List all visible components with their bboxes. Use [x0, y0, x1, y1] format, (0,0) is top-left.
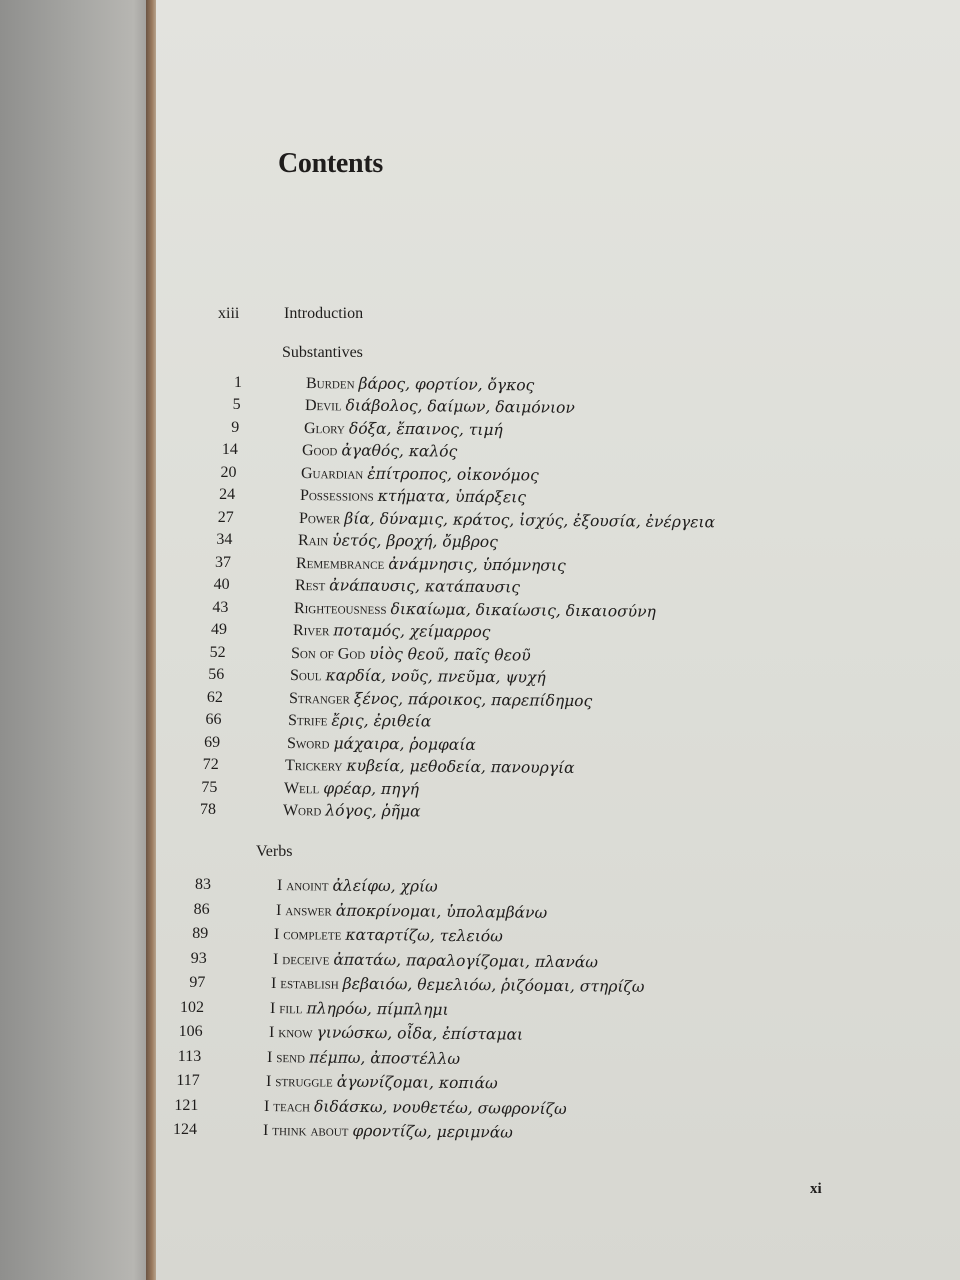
- entry-page-number: 75: [201, 778, 218, 796]
- toc-entry: [300, 486, 526, 507]
- entry-english-term: I complete: [274, 926, 342, 944]
- entry-english-term: Good: [302, 442, 338, 460]
- entry-page-number: 89: [192, 925, 209, 942]
- entry-english-term: I answer: [275, 901, 332, 920]
- toc-entry: [263, 1121, 513, 1143]
- entry-english-term: Trickery: [285, 757, 343, 775]
- entry-greek-terms: μάχαιρα, ῥομφαία: [333, 734, 476, 754]
- toc-entry: [294, 599, 656, 622]
- entry-english-term: I struggle: [265, 1073, 333, 1091]
- entry-page-number: 113: [177, 1047, 202, 1065]
- entry-greek-terms: λόγος, ῥῆμα: [325, 801, 421, 821]
- toc-entry: [266, 1072, 498, 1093]
- entry-greek-terms: φροντίζω, μεριμνάω: [352, 1121, 513, 1142]
- entry-english-term: Rest: [295, 577, 326, 595]
- entry-greek-terms: γινώσκω, οἶδα, ἐπίσταμαι: [316, 1023, 523, 1044]
- entry-english-term: I teach: [264, 1097, 311, 1115]
- entry-greek-terms: ἀνάμνησις, ὑπόμνησις: [388, 554, 567, 575]
- entry-greek-terms: ἀλείφω, χρίω: [332, 876, 438, 896]
- entry-greek-terms: ὑετός, βροχή, ὄμβρος: [331, 531, 498, 552]
- toc-entry: [271, 974, 645, 997]
- section-heading: Verbs: [256, 843, 293, 860]
- entry-english-term: Righteousness: [293, 599, 387, 618]
- toc-entry: [287, 734, 476, 755]
- toc-entry: [297, 531, 497, 552]
- entry-greek-terms: ἀγωνίζομαι, κοπιάω: [336, 1072, 498, 1093]
- toc-entry: [296, 554, 566, 576]
- entry-english-term: I think about: [262, 1122, 349, 1140]
- entry-english-term: Sword: [286, 734, 330, 753]
- toc-entry: [303, 419, 502, 440]
- entry-page-number: 93: [190, 949, 207, 967]
- entry-greek-terms: καρδία, νοῦς, πνεῦμα, ψυχή: [325, 666, 547, 687]
- entry-english-term: Well: [284, 779, 320, 797]
- entry-greek-terms: ἐπίτροπος, οἰκονόμος: [367, 464, 539, 485]
- entry-page-number: 62: [206, 688, 223, 706]
- toc-entry: [289, 689, 592, 711]
- toc-entry: [295, 576, 520, 597]
- toc-entry: [268, 1023, 522, 1045]
- entry-page-number: 20: [220, 463, 237, 481]
- toc-entry: [302, 441, 457, 462]
- toc-entry: [293, 621, 491, 642]
- entry-page-number: 37: [215, 553, 232, 571]
- entry-page-number: 121: [174, 1096, 199, 1114]
- entry-english-term: Stranger: [288, 689, 350, 708]
- entry-english-term: Devil: [304, 397, 342, 415]
- entry-page-number: 66: [205, 711, 222, 729]
- entry-greek-terms: ξένος, πάροικος, παρεπίδημος: [353, 689, 593, 710]
- entry-greek-terms: ἀνάπαυσις, κατάπαυσις: [329, 576, 521, 597]
- entry-english-term: Burden: [305, 375, 355, 393]
- facing-page: [0, 0, 152, 1280]
- entry-english-term: Remembrance: [296, 554, 385, 573]
- entry-greek-terms: βία, δύναμις, κράτος, ἰσχύς, ἐξουσία, ἐνέργεια: [343, 509, 715, 532]
- toc-entry: [301, 464, 539, 485]
- toc-entry: [290, 666, 546, 688]
- entry-greek-terms: ἀποκρίνομαι, ὑπολαμβάνω: [335, 901, 547, 922]
- entry-greek-terms: πέμπω, ἀποστέλλω: [309, 1047, 461, 1068]
- entry-english-term: Glory: [303, 419, 345, 438]
- entry-page-number: 117: [176, 1072, 200, 1089]
- entry-greek-terms: ἀπατάω, παραλογίζομαι, πλανάω: [333, 950, 598, 971]
- entry-english-term: I send: [267, 1048, 306, 1066]
- entry-english-term: Guardian: [301, 464, 364, 483]
- entry-page-number: 34: [216, 531, 233, 549]
- entry-greek-terms: φρέαρ, πηγή: [323, 778, 420, 798]
- toc-entry: [275, 901, 546, 923]
- entry-greek-terms: δικαίωμα, δικαίωσις, δικαιοσύνη: [390, 599, 656, 621]
- entry-greek-terms: βάρος, φορτίον, ὄγκος: [358, 374, 535, 395]
- entry-page-number: 43: [212, 598, 229, 616]
- entry-english-term: River: [292, 622, 330, 640]
- toc-entry: [306, 374, 534, 395]
- toc-entry: [273, 950, 598, 972]
- entry-english-term: I anoint: [276, 877, 329, 895]
- entry-greek-terms: διάβολος, δαίμων, δαιμόνιον: [345, 396, 575, 418]
- toc-entry: [285, 756, 575, 778]
- toc-entry: [270, 999, 449, 1020]
- toc-entry: [277, 876, 438, 897]
- entry-english-term: Rain: [297, 532, 328, 550]
- entry-greek-terms: βεβαιόω, θεμελιόω, ῥιζόομαι, στηρίζω: [343, 974, 645, 996]
- entry-greek-terms: ἔρις, ἐριθεία: [331, 711, 432, 731]
- entry-page-number: 1: [234, 374, 242, 391]
- entry-greek-terms: κυβεία, μεθοδεία, πανουργία: [346, 756, 576, 778]
- entry-page-number: 102: [180, 998, 204, 1016]
- toc-entry: [274, 925, 503, 946]
- entry-page-number: 72: [202, 756, 219, 774]
- entry-page-number: 78: [200, 801, 216, 818]
- entry-greek-terms: κτήματα, ὑπάρξεις: [377, 487, 526, 507]
- entry-page-number: 5: [232, 396, 241, 414]
- entry-page-number: 83: [195, 876, 211, 893]
- page-folio: xi: [810, 1181, 822, 1197]
- entry-greek-terms: υἱὸς θεοῦ, παῖς θεοῦ: [369, 644, 532, 665]
- page-title: Contents: [278, 148, 383, 179]
- entry-english-term: Possessions: [299, 487, 374, 506]
- entry-page-number: 56: [208, 666, 225, 684]
- toc-entry: [291, 644, 531, 666]
- introduction-entry: Introduction: [284, 305, 364, 322]
- entry-greek-terms: ποταμός, χείμαρρος: [332, 621, 491, 642]
- entry-english-term: I know: [268, 1024, 313, 1042]
- toc-entry: [283, 801, 421, 821]
- entry-page-number: 97: [189, 974, 206, 991]
- entry-page-number: 86: [193, 900, 210, 918]
- entry-page-number: 40: [213, 576, 230, 594]
- entry-greek-terms: καταρτίζω, τελειόω: [345, 925, 504, 946]
- entry-english-term: Power: [298, 509, 341, 528]
- toc-entry: [305, 396, 575, 418]
- toc-entry: [288, 711, 431, 731]
- toc-entry: [264, 1097, 567, 1119]
- entry-english-term: Strife: [287, 712, 328, 730]
- entry-greek-terms: διδάσκω, νουθετέω, σωφρονίζω: [314, 1097, 568, 1118]
- entry-english-term: I fill: [269, 999, 303, 1017]
- entry-english-term: I deceive: [272, 950, 330, 969]
- entry-greek-terms: πληρόω, πίμπλημι: [306, 998, 449, 1019]
- entry-greek-terms: δόξα, ἔπαινος, τιμή: [348, 419, 503, 440]
- toc-entry: [284, 779, 419, 799]
- entry-english-term: Word: [282, 802, 322, 820]
- entry-page-number: 124: [173, 1121, 197, 1138]
- entry-page-number: 69: [204, 733, 221, 751]
- toc-entry: [267, 1048, 460, 1069]
- section-heading: Substantives: [282, 344, 363, 361]
- entry-page-number: 9: [231, 418, 240, 436]
- entry-greek-terms: ἀγαθός, καλός: [341, 441, 458, 462]
- entry-page-number: 49: [210, 621, 227, 639]
- entry-page-number: 106: [178, 1023, 203, 1040]
- entry-page-number: 27: [217, 508, 234, 526]
- entry-english-term: Soul: [290, 667, 322, 685]
- entry-page-number: 14: [221, 441, 238, 459]
- entry-page-number: 52: [209, 643, 226, 661]
- entry-english-term: Son of God: [291, 644, 366, 663]
- entry-english-term: I establish: [271, 975, 340, 993]
- entry-page-number: 24: [219, 486, 236, 504]
- introduction-page-number: xiii: [218, 305, 240, 322]
